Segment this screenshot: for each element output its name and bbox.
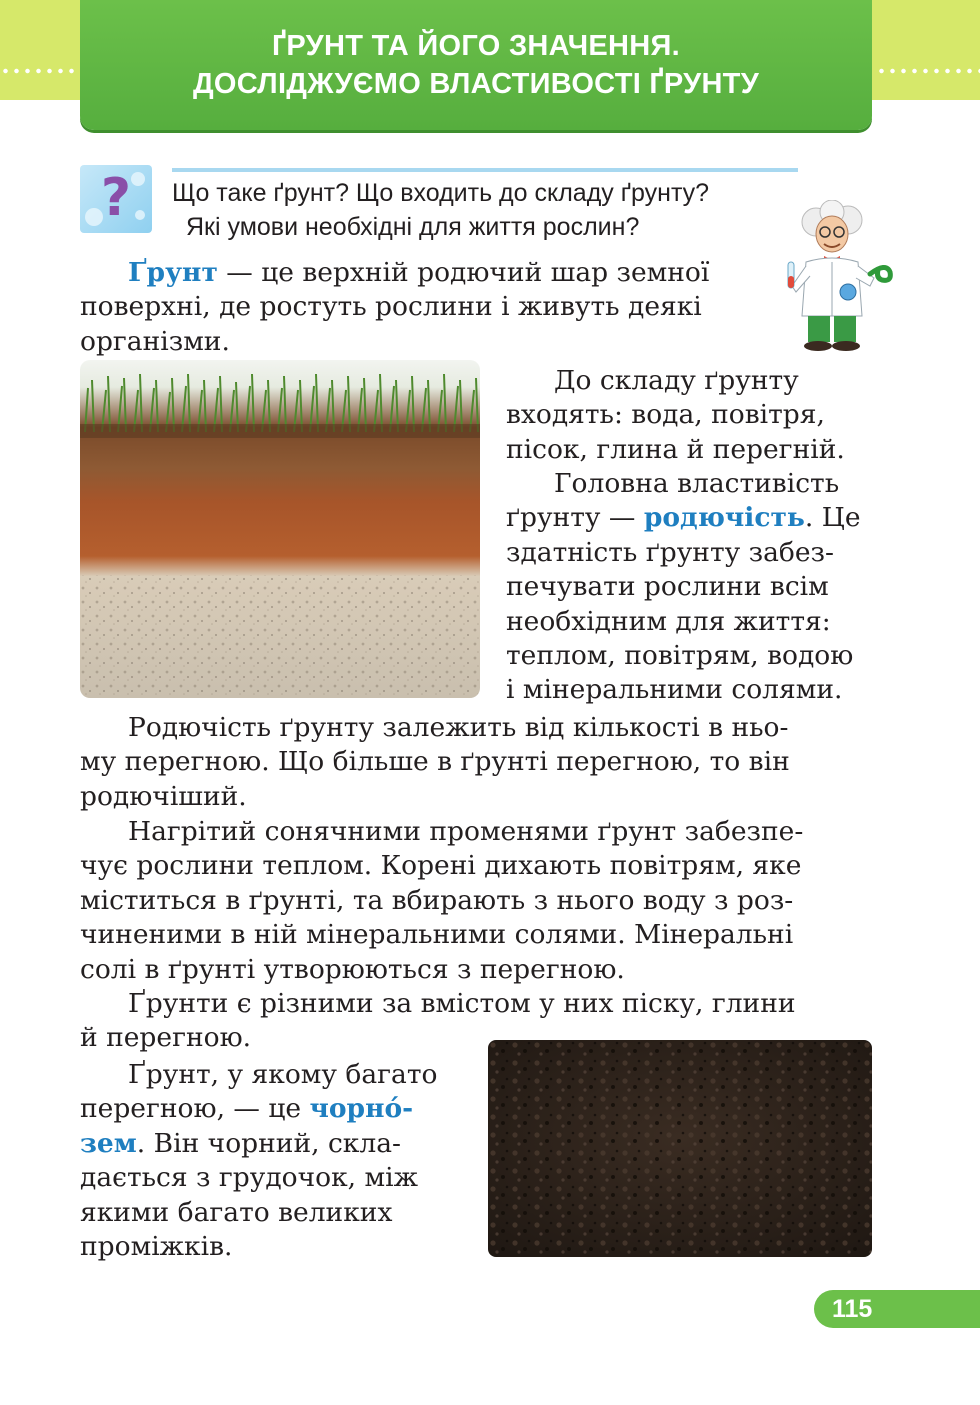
warmth-line5: солі в ґрунті утворюються з перегною. [80, 953, 625, 985]
types-line1: Ґрунти є різними за вмістом у них піску, глини [128, 988, 796, 1019]
types-line2: й перегною. [80, 1022, 252, 1054]
question-line-1: Що таке ґрунт? Що входить до складу ґрунту? [172, 179, 710, 207]
humus-line2: му перегною. Що більше в ґрунті перегною, то він [80, 746, 790, 778]
top-left-decor-strip [0, 0, 80, 100]
fertility-line7: і мінеральними солями. [506, 674, 843, 706]
warmth-paragraph [80, 815, 872, 987]
soil-fertility [506, 467, 872, 708]
composition-line2: входять: вода, повітря, [506, 399, 825, 431]
soil-layers-photo [80, 360, 480, 698]
definition-line1: — це верхній родючий шар земної [217, 257, 710, 288]
warmth-line3: міститься в ґрунті, та вбирають з нього воду з роз- [80, 884, 794, 916]
soil-composition [506, 364, 872, 467]
dotted-line-right [876, 68, 980, 74]
fertility-line2-pre: ґрунту — [506, 502, 644, 534]
definition-line3: організми. [80, 325, 230, 357]
humus-paragraph [80, 711, 872, 814]
term-chernozem-part1: чорно́- [309, 1093, 414, 1125]
lesson-title-banner [80, 0, 872, 130]
lesson-questions [172, 176, 812, 244]
humus-line3: родючіший. [80, 780, 247, 812]
chernozem-line5: якими багато великих [80, 1196, 393, 1228]
warmth-line1: Нагрітий сонячними променями ґрунт забезпе- [128, 816, 804, 847]
soil-definition [80, 256, 752, 359]
term-soil: Ґрунт [128, 257, 218, 288]
question-mark-glyph: ? [100, 168, 132, 228]
chernozem-line2-pre: перегною, — це [80, 1093, 310, 1125]
humus-line1: Родючість ґрунту залежить від кількості в ньо- [128, 712, 789, 743]
chernozem-paragraph [80, 1058, 464, 1264]
fertility-line3: здатність ґрунту забез- [506, 536, 834, 568]
fertility-line1: Головна властивість [554, 468, 840, 499]
definition-line2: поверхні, де ростуть рослини і живуть деякі [80, 291, 702, 323]
term-chernozem-part2: зем [80, 1127, 137, 1159]
fertility-line6: теплом, повітрям, водою [506, 640, 854, 672]
warmth-line2: чує рослини теплом. Корені дихають повітрям, яке [80, 850, 802, 882]
fertility-line2-post: . Це [804, 502, 861, 534]
chernozem-line6: проміжків. [80, 1231, 233, 1263]
top-right-decor-strip [872, 0, 980, 100]
chernozem-line4: дається з грудочок, між [80, 1162, 418, 1194]
scientist-illustration [778, 200, 900, 352]
question-divider [172, 168, 798, 172]
chernozem-photo [488, 1040, 872, 1257]
lesson-title-line2: ДОСЛІДЖУЄМО ВЛАСТИВОСТІ ҐРУНТУ [192, 68, 760, 100]
question-line-2: Які умови необхідні для життя рослин? [186, 213, 640, 241]
chernozem-line3-post: . Він чорний, скла- [136, 1127, 401, 1159]
term-fertility: родючість [643, 502, 805, 534]
fertility-line5: необхідним для життя: [506, 605, 831, 637]
fertility-line4: печувати рослини всім [506, 571, 829, 603]
dotted-line-left [0, 68, 78, 74]
composition-line1: До складу ґрунту [554, 365, 799, 396]
warmth-line4: чиненими в ній мінеральними солями. Мінеральні [80, 919, 794, 951]
chernozem-line1: Ґрунт, у якому багато [128, 1059, 438, 1090]
composition-line3: пісок, глина й перегній. [506, 433, 845, 465]
lesson-title-line1: ҐРУНТ ТА ЙОГО ЗНАЧЕННЯ. [271, 30, 681, 62]
page-number: 115 [814, 1290, 980, 1328]
question-mark-icon [80, 165, 152, 233]
